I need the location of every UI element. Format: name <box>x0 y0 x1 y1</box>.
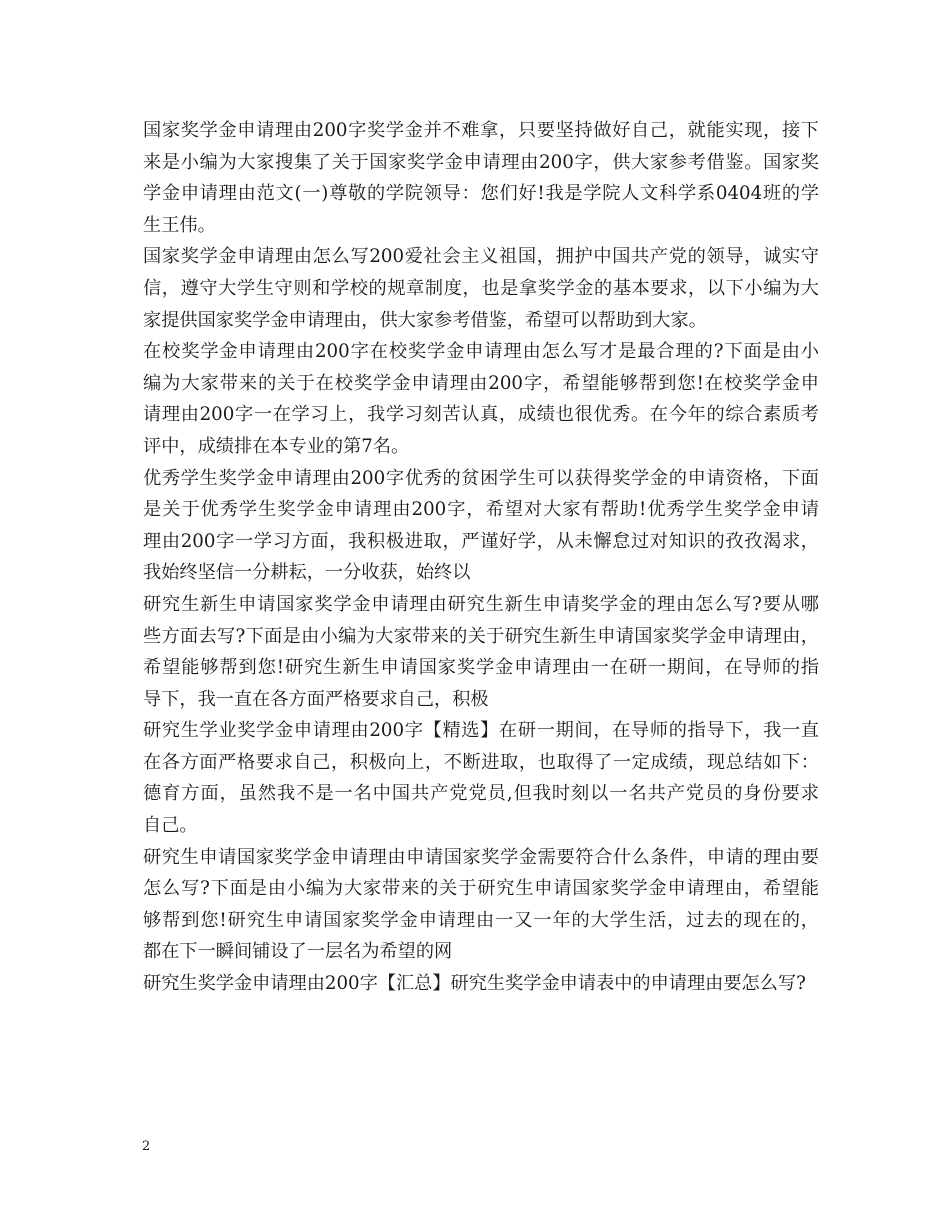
text-line: 优秀学生奖学金申请理由200字优秀的贫困学生可以获得奖学金的申请资格，下面 <box>143 467 819 489</box>
paragraph <box>143 842 819 968</box>
text-line: 是关于优秀学生奖学金申请理由200字，希望对大家有帮助!优秀学生奖学金申请 <box>143 499 819 521</box>
text-line: 够帮到您!研究生申请国家奖学金申请理由一又一年的大学生活，过去的现在的， <box>143 909 819 931</box>
text-line: 理由200字一学习方面，我积极进取，严谨好学，从未懈怠过对知识的孜孜渴求， <box>143 530 819 552</box>
text-line: 怎么写?下面是由小编为大家带来的关于研究生申请国家奖学金申请理由，希望能 <box>143 878 819 900</box>
text-line: 信，遵守大学生守则和学校的规章制度，也是拿奖学金的基本要求，以下小编为大 <box>143 277 819 299</box>
text-line: 研究生申请国家奖学金申请理由申请国家奖学金需要符合什么条件，申请的理由要 <box>143 846 819 868</box>
text-line: 国家奖学金申请理由怎么写200爱社会主义祖国，拥护中国共产党的领导，诚实守 <box>143 246 819 268</box>
text-line: 家提供国家奖学金申请理由，供大家参考借鉴，希望可以帮助到大家。 <box>143 309 707 331</box>
text-line: 国家奖学金申请理由200字奖学金并不难拿，只要坚持做好自己，就能实现，接下 <box>143 120 819 141</box>
text-line: 编为大家带来的关于在校奖学金申请理由200字，希望能够帮到您!在校奖学金申 <box>143 372 819 394</box>
text-line: 研究生新生申请国家奖学金申请理由研究生新生申请奖学金的理由怎么写?要从哪 <box>143 593 819 615</box>
text-line: 在各方面严格要求自己，积极向上，不断进取，也取得了一定成绩，现总结如下： <box>143 751 819 773</box>
paragraph <box>143 336 819 462</box>
paragraph <box>143 115 819 241</box>
text-line: 来是小编为大家搜集了关于国家奖学金申请理由200字，供大家参考借鉴。国家奖 <box>143 151 819 173</box>
text-line: 导下，我一直在各方面严格要求自己，积极 <box>143 688 489 710</box>
paragraph <box>143 715 819 841</box>
paragraph <box>143 241 819 336</box>
text-line: 希望能够帮到您!研究生新生申请国家奖学金申请理由一在研一期间，在导师的指 <box>143 657 819 679</box>
document-body <box>143 115 819 1000</box>
paragraph <box>143 463 819 589</box>
paragraph <box>143 968 819 1000</box>
text-line: 评中，成绩排在本专业的第7名。 <box>143 435 410 457</box>
paragraph <box>143 589 819 715</box>
text-line: 生王伟。 <box>143 214 216 236</box>
text-line: 在校奖学金申请理由200字在校奖学金申请理由怎么写才是最合理的?下面是由小 <box>143 341 819 363</box>
text-line: 研究生学业奖学金申请理由200字【精选】在研一期间，在导师的指导下，我一直 <box>143 720 819 742</box>
text-line: 研究生奖学金申请理由200字【汇总】研究生奖学金申请表中的申请理由要怎么写? <box>143 973 806 995</box>
page-number: 2 <box>142 1139 151 1154</box>
text-line: 请理由200字一在学习上，我学习刻苦认真，成绩也很优秀。在今年的综合素质考 <box>143 404 819 426</box>
text-line: 自己。 <box>143 815 198 837</box>
text-line: 学金申请理由范文(一)尊敬的学院领导：您们好!我是学院人文科学系0404班的学 <box>143 183 819 205</box>
text-line: 德育方面，虽然我不是一名中国共产党党员,但我时刻以一名共产党员的身份要求 <box>143 783 819 805</box>
text-line: 我始终坚信一分耕耘，一分收获，始终以 <box>143 562 471 584</box>
text-line: 都在下一瞬间铺设了一层名为希望的网 <box>143 941 453 963</box>
text-line: 些方面去写?下面是由小编为大家带来的关于研究生新生申请国家奖学金申请理由， <box>143 625 819 647</box>
